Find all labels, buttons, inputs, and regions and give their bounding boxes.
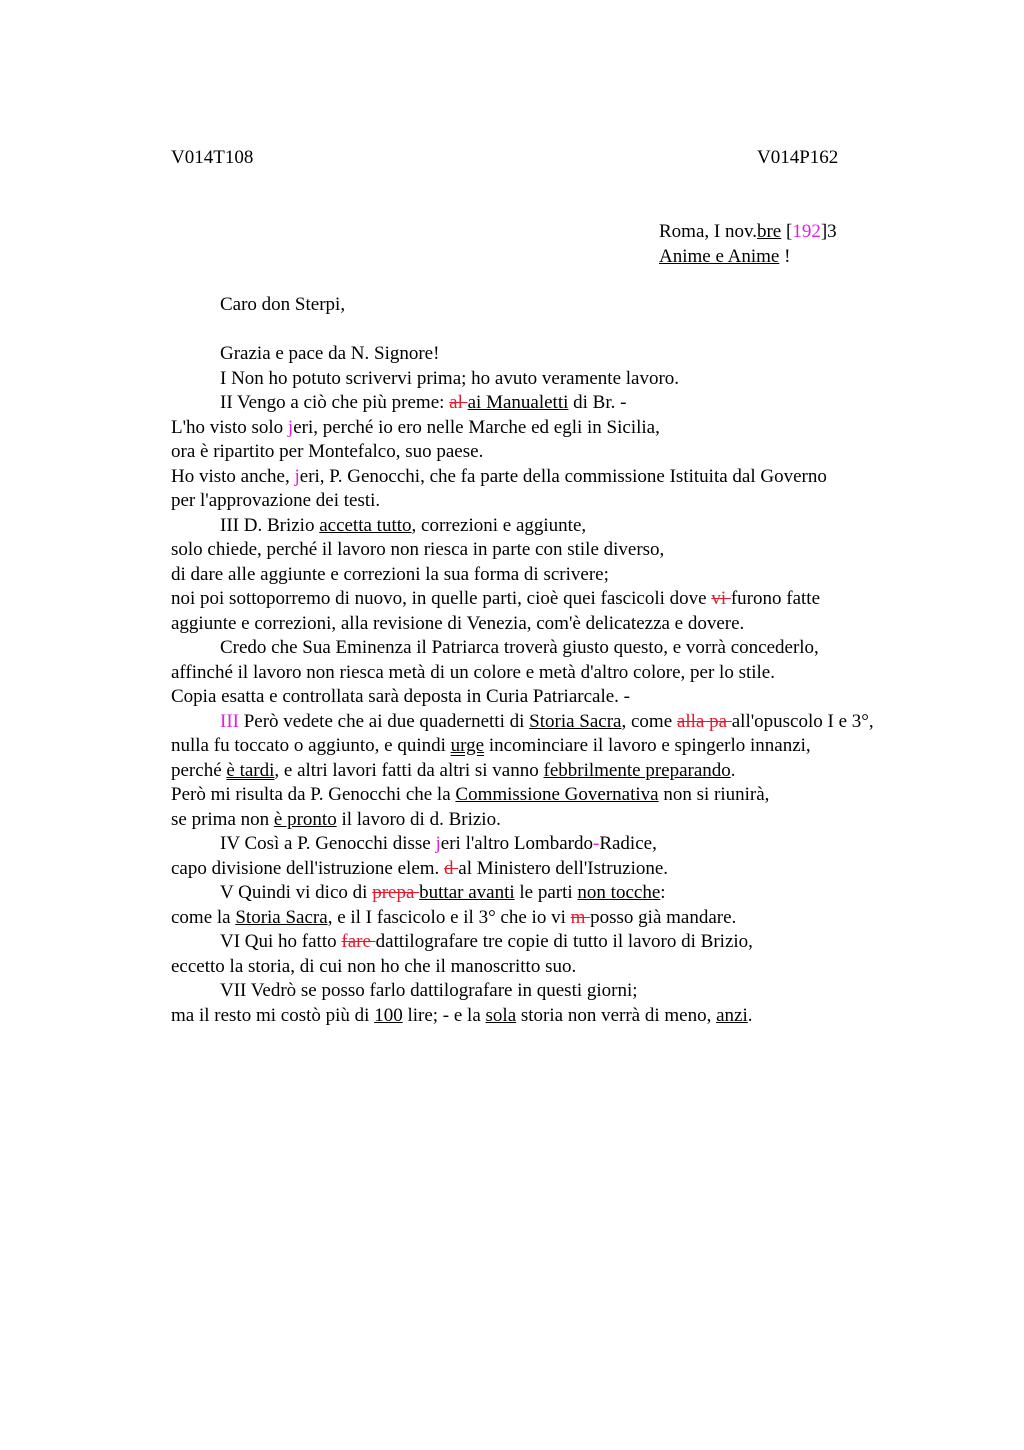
text-line [171,293,911,318]
text-run: di dare alle aggiunte e correzioni la sua forma di scrivere; [171,563,609,585]
text-run: Ho visto anche, [171,465,295,487]
underlined-text: febbrilmente preparando [543,759,731,781]
text-run: incominciare il lavoro e spingerlo innanzi, [484,735,811,756]
paragraph-gap [171,318,911,343]
deleted-text: alla pa [676,710,732,732]
document-code-left: V014T108 [171,147,254,168]
underlined-text: Storia Sacra [529,710,622,732]
text-line [171,1004,911,1029]
text-line [171,759,911,784]
text-run: eri, P. Genocchi, che fa parte della commissione Istituita dal Governo [299,465,827,487]
text-run: Però vedete che ai due quadernetti di [238,710,530,732]
text-run: Però mi risulta da P. Genocchi che la [171,784,456,805]
text-run: , e altri lavori fatti da altri si vanno [274,759,544,781]
text-run: ora è ripartito per Montefalco, suo paese. [171,441,484,462]
deleted-text: m [570,906,591,928]
text-line [171,538,911,563]
underlined-text: sola [485,1004,517,1026]
text-run: perché [171,759,227,781]
text-line [171,955,911,980]
text-line [171,440,911,465]
underlined-text: Commissione Governativa [455,784,659,805]
deleted-text: fare [341,931,376,952]
text-run: capo divisione dell'istruzione elem. [171,857,445,879]
text-run: VI Qui ho fatto [220,931,342,952]
double-underlined-text: urge [450,735,485,756]
text-run: III D. Brizio [220,514,320,536]
text-run: eri, perché io ero nelle Marche ed egli in Sicilia, [293,416,660,438]
text-run: il lavoro di d. Brizio. [336,808,501,830]
text-run: . [730,759,736,781]
double-underlined-text: è tardi [226,759,275,781]
text-run: noi poi sottoporremo di nuovo, in quelle parti, cioè quei fascicoli dove [171,588,712,609]
editor-insertion: j [287,416,294,438]
editor-insertion: j [294,465,300,487]
text-line [171,489,911,514]
text-line [171,857,911,882]
text-run: , come [621,710,677,732]
date-line [659,220,837,245]
text-line [171,930,911,955]
text-run: solo chiede, perché il lavoro non riesca in parte con stile diverso, [171,539,665,560]
deleted-text: al [449,392,468,413]
deleted-text: prepa [372,882,420,903]
text-run: le parti [514,882,578,903]
underlined-text: ai Manualetti [467,392,569,413]
text-run: come la [171,906,236,928]
text-line [171,783,911,808]
text-run: : [660,882,666,903]
text-line [171,979,911,1004]
text-line [171,342,911,367]
text-line [171,367,911,392]
underlined-text: accetta tutto [319,514,412,536]
text-run: Grazia e pace da N. Signore! [220,343,440,364]
text-line [171,661,911,686]
editor-insertion: - [593,833,600,854]
text-line [171,685,911,710]
text-line [171,391,911,416]
text-run: ]3 [820,221,837,242]
text-run: furono fatte [730,588,821,609]
date-block [659,220,837,269]
text-run: II Vengo a ciò che più preme: [220,392,450,413]
deleted-text: d [444,857,459,879]
editor-insertion: j [435,833,441,854]
text-line [171,906,911,931]
text-run: nulla fu toccato o aggiunto, e quindi [171,735,451,756]
text-run: I Non ho potuto scrivervi prima; ho avuto veramente lavoro. [220,367,680,389]
text-run: lire; - e la [402,1004,486,1026]
text-line [171,587,911,612]
text-run: Radice, [599,833,657,854]
underlined-text: non tocche [577,882,661,903]
text-line [171,612,911,637]
underlined-text: Storia Sacra, [235,906,333,928]
text-run: e il I fascicolo e il 3° che io vi [332,906,571,928]
page-code-right: V014P162 [757,147,839,168]
text-run: al Ministero dell'Istruzione. [458,857,669,879]
text-line [171,514,911,539]
text-run: di Br. - [568,392,627,413]
text-run: Caro don Sterpi, [220,294,346,315]
underlined-text: Anime e Anime [659,245,780,267]
text-run: affinché il lavoro non riesca metà di un colore e metà d'altro colore, per lo stile. [171,661,775,683]
text-run: aggiunte e correzioni, alla revisione di Venezia, com'è delicatezza e dovere. [171,612,745,634]
underlined-text: anzi [716,1004,748,1026]
text-run: Roma, I nov. [659,221,757,242]
motto-line [659,245,837,270]
underlined-text: 100 [374,1004,403,1026]
text-run: eccetto la storia, di cui non ho che il manoscritto suo. [171,955,577,977]
underlined-text: è pronto [273,808,337,830]
text-run: ! [779,245,791,267]
text-run: non si riunirà, [658,784,770,805]
editor-insertion: 192 [792,221,821,242]
text-run: V Quindi vi dico di [220,882,373,903]
text-line [171,734,911,759]
text-line [171,710,911,735]
text-run: VII Vedrò se posso farlo dattilografare in questi giorni; [220,980,638,1001]
text-run: all'opuscolo I e 3°, [731,710,874,732]
text-run: IV Così a P. Genocchi disse [220,833,436,854]
text-run: . [747,1004,753,1026]
text-run: storia non verrà di meno, [516,1004,717,1026]
text-run: se prima non [171,808,274,830]
text-run: L'ho visto solo [171,416,288,438]
text-line [171,832,911,857]
text-line [171,808,911,833]
text-line [171,881,911,906]
text-line [171,563,911,588]
underlined-text: bre [756,221,782,242]
text-run: per l'approvazione dei testi. [171,490,381,511]
text-line [171,636,911,661]
text-run: [ [781,221,793,242]
text-run: Credo che Sua Eminenza il Patriarca troverà giusto questo, e vorrà concederlo, [220,637,819,658]
text-run: dattilografare tre copie di tutto il lavoro di Brizio, [375,931,753,952]
underlined-text: buttar avanti [419,882,515,903]
deleted-text: vi [711,588,731,609]
text-run: eri l'altro Lombardo [440,833,593,854]
text-run: Copia esatta e controllata sarà deposta in Curia Patriarcale. - [171,686,630,707]
letter-body [171,293,911,1028]
editor-insertion: III [220,710,239,732]
text-run: , correzioni e aggiunte, [411,514,587,536]
text-run: ma il resto mi costò più di [171,1004,375,1026]
text-run: posso già mandare. [590,906,737,928]
text-line [171,465,911,490]
text-line [171,416,911,441]
